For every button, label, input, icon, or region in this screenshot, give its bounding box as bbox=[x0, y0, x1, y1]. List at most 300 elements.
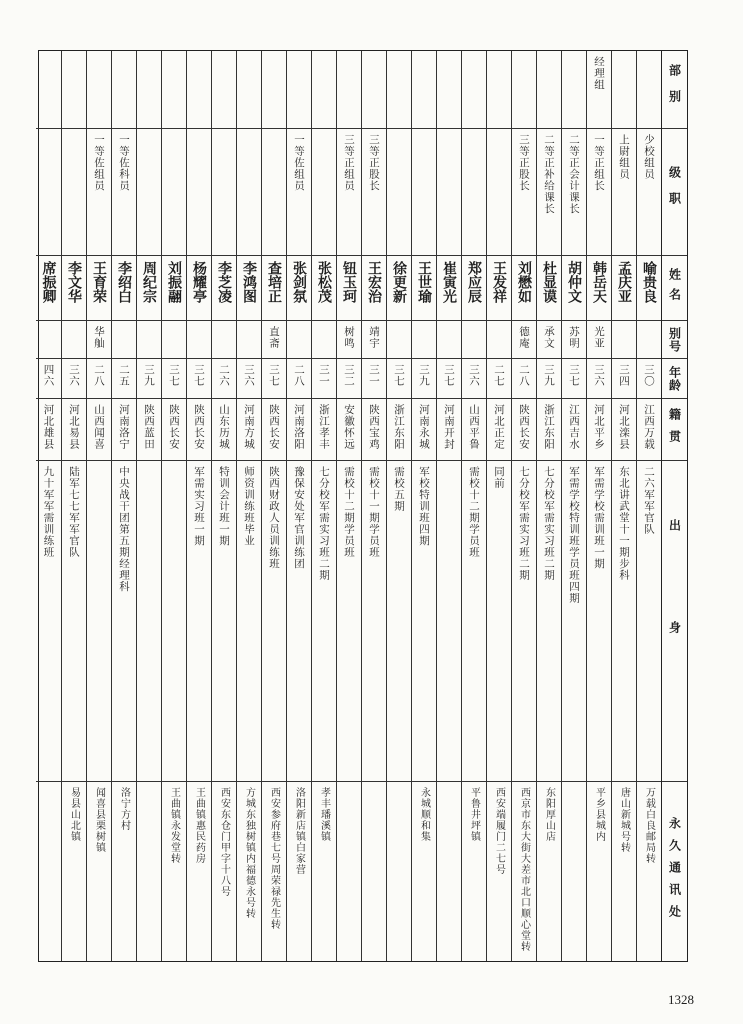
name-text: 王宏治 bbox=[366, 261, 382, 303]
cell-rank bbox=[562, 129, 586, 256]
cell-alias bbox=[187, 321, 211, 359]
origin-text: 河南开封 bbox=[443, 404, 455, 450]
cell-alias bbox=[262, 321, 286, 359]
cell-dept bbox=[562, 51, 586, 129]
origin-text: 陕西长安 bbox=[518, 404, 530, 450]
cell-alias bbox=[362, 321, 386, 359]
cell-rank bbox=[462, 129, 486, 256]
table-row bbox=[586, 51, 611, 961]
address-text: 王曲镇永发堂转 bbox=[168, 787, 180, 864]
origin-text: 陕西长安 bbox=[268, 404, 280, 450]
education-text: 军需学校特训班学员班四期 bbox=[568, 466, 580, 604]
cell-education bbox=[287, 461, 311, 782]
cell-rank bbox=[237, 129, 261, 256]
address-text: 西安参府巷七号周荣禄先生转 bbox=[268, 787, 280, 930]
cell-dept bbox=[587, 51, 611, 129]
cell-rank bbox=[437, 129, 461, 256]
cell-address bbox=[162, 782, 186, 961]
name-text: 胡仲文 bbox=[566, 261, 582, 303]
cell-age bbox=[537, 359, 561, 399]
cell-name bbox=[112, 256, 136, 321]
cell-name bbox=[537, 256, 561, 321]
table-row bbox=[236, 51, 261, 961]
cell-alias bbox=[287, 321, 311, 359]
cell-education bbox=[362, 461, 386, 782]
education-text: 师资训练班毕业 bbox=[243, 466, 255, 547]
education-text: 九十军军需训练班 bbox=[42, 466, 55, 558]
cell-origin bbox=[237, 399, 261, 461]
cell-address bbox=[362, 782, 386, 961]
name-text: 王世瑜 bbox=[416, 261, 432, 303]
age-text: 二五 bbox=[118, 364, 130, 387]
cell-education bbox=[537, 461, 561, 782]
table-row bbox=[361, 51, 386, 961]
cell-rank bbox=[362, 129, 386, 256]
cell-rank bbox=[87, 129, 111, 256]
cell-dept bbox=[512, 51, 536, 129]
name-text: 徐更新 bbox=[391, 261, 407, 303]
cell-age bbox=[162, 359, 186, 399]
cell-age bbox=[637, 359, 661, 399]
origin-text: 陕西长安 bbox=[193, 404, 205, 450]
name-text: 李鸿图 bbox=[241, 261, 257, 303]
age-text: 三七 bbox=[268, 364, 280, 387]
cell-origin bbox=[337, 399, 361, 461]
cell-origin bbox=[612, 399, 636, 461]
name-text: 张松茂 bbox=[316, 261, 332, 303]
cell-dept bbox=[362, 51, 386, 129]
cell-address bbox=[137, 782, 161, 961]
rank-text: 三等正股长 bbox=[518, 134, 530, 192]
cell-age bbox=[262, 359, 286, 399]
alias-text: 承文 bbox=[543, 326, 555, 349]
cell-age bbox=[462, 359, 486, 399]
age-text: 二八 bbox=[293, 364, 305, 387]
table-row bbox=[636, 51, 661, 961]
name-text: 周纪宗 bbox=[141, 261, 157, 303]
cell-address bbox=[337, 782, 361, 961]
rank-text: 少校组员 bbox=[643, 134, 655, 180]
age-text: 二八 bbox=[518, 364, 530, 387]
address-text: 易县山北镇 bbox=[68, 787, 80, 842]
cell-alias bbox=[312, 321, 336, 359]
cell-age bbox=[287, 359, 311, 399]
cell-name bbox=[187, 256, 211, 321]
origin-text: 河南永城 bbox=[418, 404, 430, 450]
cell-education bbox=[337, 461, 361, 782]
cell-age bbox=[437, 359, 461, 399]
age-text: 三六 bbox=[243, 364, 255, 387]
cell-education bbox=[262, 461, 286, 782]
table-row bbox=[61, 51, 86, 961]
age-text: 三九 bbox=[543, 364, 555, 387]
age-text: 二六 bbox=[218, 364, 230, 387]
table-row bbox=[111, 51, 136, 961]
cell-name bbox=[237, 256, 261, 321]
cell-name bbox=[487, 256, 511, 321]
cell-name bbox=[587, 256, 611, 321]
age-text: 三九 bbox=[143, 364, 155, 387]
origin-text: 陕西蓝田 bbox=[143, 404, 155, 450]
alias-text: 苏明 bbox=[568, 326, 580, 349]
cell-rank bbox=[537, 129, 561, 256]
education-text: 陆军七七军军官队 bbox=[68, 466, 80, 558]
cell-dept bbox=[637, 51, 661, 129]
cell-education bbox=[112, 461, 136, 782]
table-row bbox=[311, 51, 336, 961]
table-row bbox=[461, 51, 486, 961]
cell-alias bbox=[412, 321, 436, 359]
cell-address bbox=[437, 782, 461, 961]
cell-rank bbox=[337, 129, 361, 256]
rank-text: 三等正组员 bbox=[343, 134, 355, 192]
cell-rank bbox=[36, 129, 61, 256]
cell-alias bbox=[112, 321, 136, 359]
cell-dept bbox=[87, 51, 111, 129]
cell-alias bbox=[162, 321, 186, 359]
cell-age bbox=[87, 359, 111, 399]
cell-rank bbox=[487, 129, 511, 256]
cell-name bbox=[512, 256, 536, 321]
cell-address bbox=[587, 782, 611, 961]
cell-education bbox=[312, 461, 336, 782]
address-text: 洛宁方村 bbox=[118, 787, 130, 831]
cell-dept bbox=[36, 51, 61, 129]
age-text: 三七 bbox=[168, 364, 180, 387]
table-row bbox=[411, 51, 436, 961]
table-row bbox=[211, 51, 236, 961]
cell-origin bbox=[162, 399, 186, 461]
cell-dept bbox=[162, 51, 186, 129]
name-text: 杜显谟 bbox=[541, 261, 557, 303]
cell-origin bbox=[387, 399, 411, 461]
name-text: 张剑氛 bbox=[291, 261, 307, 303]
header-age-label: 年龄 bbox=[667, 365, 682, 392]
name-text: 李文华 bbox=[66, 261, 82, 303]
cell-alias bbox=[437, 321, 461, 359]
header-age bbox=[662, 359, 687, 399]
cell-name bbox=[387, 256, 411, 321]
cell-alias bbox=[462, 321, 486, 359]
alias-text: 华舢 bbox=[93, 326, 105, 349]
age-text: 三六 bbox=[68, 364, 80, 387]
cell-alias bbox=[87, 321, 111, 359]
education-text: 七分校军需实习班二期 bbox=[543, 466, 555, 581]
alias-text: 直斋 bbox=[268, 326, 280, 349]
cell-origin bbox=[187, 399, 211, 461]
cell-origin bbox=[412, 399, 436, 461]
cell-alias bbox=[337, 321, 361, 359]
age-text: 三〇 bbox=[643, 364, 655, 387]
education-text: 二六军军官队 bbox=[643, 466, 655, 535]
cell-origin bbox=[87, 399, 111, 461]
cell-address bbox=[237, 782, 261, 961]
table-row bbox=[561, 51, 586, 961]
cell-origin bbox=[537, 399, 561, 461]
cell-rank bbox=[162, 129, 186, 256]
cell-alias bbox=[36, 321, 61, 359]
cell-origin bbox=[437, 399, 461, 461]
address-text: 唐山新城号转 bbox=[618, 787, 630, 853]
cell-name bbox=[437, 256, 461, 321]
cell-dept bbox=[462, 51, 486, 129]
cell-education bbox=[462, 461, 486, 782]
cell-address bbox=[262, 782, 286, 961]
address-text: 西安端履门二七号 bbox=[493, 787, 505, 875]
header-rank bbox=[662, 129, 687, 256]
cell-address bbox=[87, 782, 111, 961]
cell-dept bbox=[612, 51, 636, 129]
origin-text: 山东历城 bbox=[218, 404, 230, 450]
cell-origin bbox=[462, 399, 486, 461]
table-row bbox=[286, 51, 311, 961]
address-text: 西京市东大街大差市北口顺心堂转 bbox=[518, 787, 530, 952]
address-text: 闻喜县栗树镇 bbox=[93, 787, 105, 853]
table-row bbox=[536, 51, 561, 961]
cell-name bbox=[612, 256, 636, 321]
origin-text: 浙江孝丰 bbox=[318, 404, 330, 450]
cell-age bbox=[62, 359, 86, 399]
cell-education bbox=[437, 461, 461, 782]
cell-address bbox=[187, 782, 211, 961]
cell-age bbox=[137, 359, 161, 399]
table-row bbox=[386, 51, 411, 961]
table-row bbox=[261, 51, 286, 961]
cell-dept bbox=[237, 51, 261, 129]
cell-name bbox=[62, 256, 86, 321]
personnel-table bbox=[38, 50, 688, 962]
cell-dept bbox=[287, 51, 311, 129]
rank-text: 一等正组长 bbox=[593, 134, 605, 192]
origin-text: 安徽怀远 bbox=[343, 404, 355, 450]
education-text: 需校五期 bbox=[393, 466, 405, 512]
cell-education bbox=[237, 461, 261, 782]
cell-alias bbox=[137, 321, 161, 359]
cell-address bbox=[387, 782, 411, 961]
cell-alias bbox=[212, 321, 236, 359]
cell-name bbox=[312, 256, 336, 321]
cell-alias bbox=[512, 321, 536, 359]
education-text: 中央战干团第五期经理科 bbox=[118, 466, 130, 593]
origin-text: 山西平鲁 bbox=[468, 404, 480, 450]
table-row bbox=[136, 51, 161, 961]
alias-text: 德庵 bbox=[518, 326, 530, 349]
cell-education bbox=[162, 461, 186, 782]
header-education-label: 出身 bbox=[667, 519, 682, 723]
address-text: 王曲镇惠民药房 bbox=[193, 787, 205, 864]
rank-text: 二等正补给课长 bbox=[543, 134, 555, 215]
cell-age bbox=[237, 359, 261, 399]
cell-origin bbox=[562, 399, 586, 461]
age-text: 三四 bbox=[618, 364, 630, 387]
cell-address bbox=[112, 782, 136, 961]
cell-rank bbox=[412, 129, 436, 256]
cell-education bbox=[637, 461, 661, 782]
cell-name bbox=[36, 256, 61, 321]
header-education bbox=[662, 461, 687, 782]
table-row bbox=[36, 51, 61, 961]
cell-age bbox=[512, 359, 536, 399]
cell-dept bbox=[337, 51, 361, 129]
name-text: 喻贵良 bbox=[641, 261, 657, 303]
address-text: 平乡县城内 bbox=[593, 787, 605, 842]
cell-rank bbox=[212, 129, 236, 256]
address-text: 洛阳新店镇白家营 bbox=[293, 787, 305, 875]
cell-origin bbox=[62, 399, 86, 461]
age-text: 三二 bbox=[343, 364, 355, 387]
cell-origin bbox=[362, 399, 386, 461]
name-text: 郑应辰 bbox=[466, 261, 482, 303]
cell-address bbox=[312, 782, 336, 961]
origin-text: 河北滦县 bbox=[618, 404, 630, 450]
origin-text: 浙江东阳 bbox=[393, 404, 405, 450]
origin-text: 陕西长安 bbox=[168, 404, 180, 450]
education-text: 七分校军需实习班二期 bbox=[318, 466, 330, 581]
cell-alias bbox=[237, 321, 261, 359]
cell-address bbox=[487, 782, 511, 961]
address-text: 孝丰璠溪镇 bbox=[318, 787, 330, 842]
cell-address bbox=[637, 782, 661, 961]
origin-text: 陕西宝鸡 bbox=[368, 404, 380, 450]
cell-alias bbox=[62, 321, 86, 359]
header-address-label: 永久通讯处 bbox=[667, 816, 682, 927]
cell-rank bbox=[512, 129, 536, 256]
age-text: 二八 bbox=[93, 364, 105, 387]
header-rank-label: 级职 bbox=[667, 166, 682, 218]
cell-education bbox=[412, 461, 436, 782]
age-text: 二七 bbox=[493, 364, 505, 387]
rank-text: 一等佐组员 bbox=[93, 134, 105, 192]
header-address bbox=[662, 782, 687, 961]
cell-origin bbox=[287, 399, 311, 461]
cell-name bbox=[412, 256, 436, 321]
cell-origin bbox=[637, 399, 661, 461]
table-row bbox=[611, 51, 636, 961]
cell-name bbox=[337, 256, 361, 321]
name-text: 杨耀亭 bbox=[191, 261, 207, 303]
address-text: 东阳厚山店 bbox=[543, 787, 555, 842]
cell-origin bbox=[487, 399, 511, 461]
cell-name bbox=[137, 256, 161, 321]
cell-age bbox=[487, 359, 511, 399]
dept-text: 经理组 bbox=[593, 56, 605, 91]
cell-rank bbox=[262, 129, 286, 256]
cell-age bbox=[362, 359, 386, 399]
cell-alias bbox=[612, 321, 636, 359]
rank-text: 三等正股长 bbox=[368, 134, 380, 192]
cell-address bbox=[537, 782, 561, 961]
cell-dept bbox=[312, 51, 336, 129]
table-row bbox=[186, 51, 211, 961]
cell-name bbox=[262, 256, 286, 321]
cell-origin bbox=[312, 399, 336, 461]
cell-name bbox=[287, 256, 311, 321]
cell-address bbox=[512, 782, 536, 961]
cell-education bbox=[387, 461, 411, 782]
cell-name bbox=[637, 256, 661, 321]
cell-age bbox=[212, 359, 236, 399]
cell-name bbox=[362, 256, 386, 321]
age-text: 三九 bbox=[418, 364, 430, 387]
cell-rank bbox=[387, 129, 411, 256]
cell-origin bbox=[137, 399, 161, 461]
education-text: 需校十二期学员班 bbox=[343, 466, 355, 558]
cell-dept bbox=[62, 51, 86, 129]
cell-address bbox=[462, 782, 486, 961]
cell-age bbox=[187, 359, 211, 399]
cell-name bbox=[212, 256, 236, 321]
cell-address bbox=[36, 782, 61, 961]
cell-name bbox=[87, 256, 111, 321]
cell-age bbox=[412, 359, 436, 399]
cell-dept bbox=[137, 51, 161, 129]
education-text: 需校十二期学员班 bbox=[468, 466, 480, 558]
name-text: 韩岳天 bbox=[591, 261, 607, 303]
cell-name bbox=[462, 256, 486, 321]
cell-education bbox=[487, 461, 511, 782]
cell-origin bbox=[512, 399, 536, 461]
origin-text: 河北易县 bbox=[68, 404, 80, 450]
education-text: 豫保安处军官训练团 bbox=[293, 466, 305, 570]
address-text: 永城顺和集 bbox=[418, 787, 430, 842]
name-text: 崔寅光 bbox=[441, 261, 457, 303]
cell-education bbox=[587, 461, 611, 782]
origin-text: 江西吉水 bbox=[568, 404, 580, 450]
cell-education bbox=[612, 461, 636, 782]
address-text: 方城东独树镇内福德永号转 bbox=[243, 787, 255, 919]
age-text: 三七 bbox=[443, 364, 455, 387]
name-text: 刘振翮 bbox=[166, 261, 182, 303]
cell-origin bbox=[212, 399, 236, 461]
name-text: 钮玉珂 bbox=[341, 261, 357, 303]
header-column bbox=[661, 51, 687, 961]
cell-age bbox=[612, 359, 636, 399]
cell-alias bbox=[537, 321, 561, 359]
cell-rank bbox=[312, 129, 336, 256]
cell-age bbox=[112, 359, 136, 399]
cell-dept bbox=[262, 51, 286, 129]
cell-dept bbox=[387, 51, 411, 129]
cell-dept bbox=[112, 51, 136, 129]
alias-text: 靖宇 bbox=[368, 326, 380, 349]
name-text: 席振卿 bbox=[40, 261, 57, 303]
origin-text: 河南洛宁 bbox=[118, 404, 130, 450]
age-text: 三六 bbox=[468, 364, 480, 387]
table-row bbox=[486, 51, 511, 961]
name-text: 王育荣 bbox=[91, 261, 107, 303]
cell-name bbox=[562, 256, 586, 321]
name-text: 刘懋如 bbox=[516, 261, 532, 303]
cell-alias bbox=[562, 321, 586, 359]
cell-rank bbox=[187, 129, 211, 256]
cell-age bbox=[587, 359, 611, 399]
cell-alias bbox=[587, 321, 611, 359]
cell-origin bbox=[587, 399, 611, 461]
name-text: 王发祥 bbox=[491, 261, 507, 303]
header-name bbox=[662, 256, 687, 321]
origin-text: 江西万载 bbox=[643, 404, 655, 450]
rank-text: 一等佐科员 bbox=[118, 134, 130, 192]
table-row bbox=[511, 51, 536, 961]
cell-address bbox=[212, 782, 236, 961]
address-text: 西安东仓门甲字十八号 bbox=[218, 787, 230, 897]
education-text: 七分校军需实习班二期 bbox=[518, 466, 530, 581]
name-text: 李芝凌 bbox=[216, 261, 232, 303]
header-origin bbox=[662, 399, 687, 461]
rank-text: 一等佐组员 bbox=[293, 134, 305, 192]
age-text: 三一 bbox=[368, 364, 380, 387]
cell-address bbox=[562, 782, 586, 961]
